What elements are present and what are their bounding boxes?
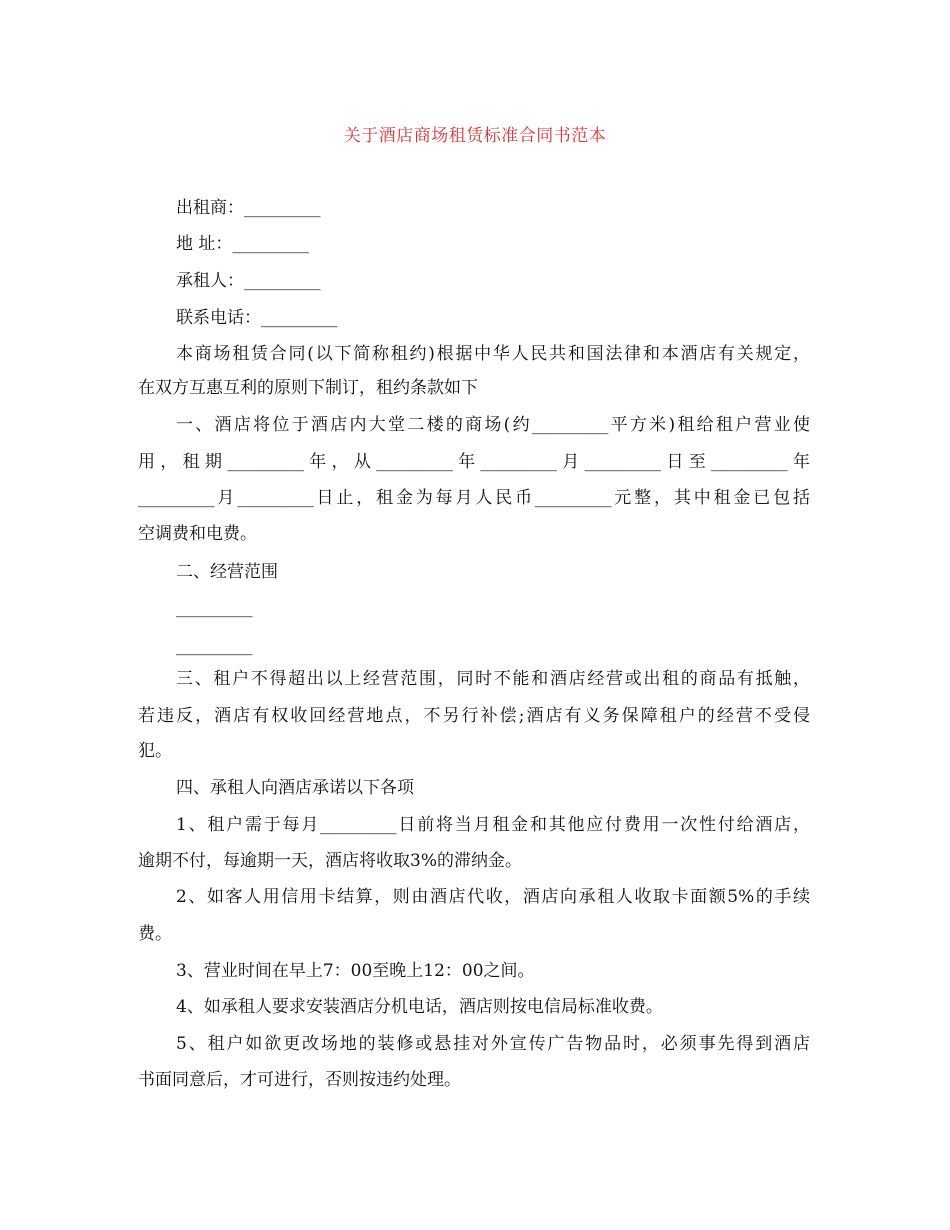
clause-1-line-4: 空调费和电费。 bbox=[138, 524, 257, 544]
lessee-field: 承租人：_________ bbox=[176, 271, 321, 291]
clause-3-line-1: 三、租户不得超出以上经营范围，同时不能和酒店经营或出租的商品有抵触， bbox=[176, 669, 810, 689]
business-scope-blank-1: _________ bbox=[176, 598, 253, 618]
lessor-field: 出租商：_________ bbox=[176, 198, 321, 218]
clause-1-line-3: _________月_________日止，租金为每月人民币_________元整，其中租金已包括 bbox=[138, 488, 810, 508]
item-4: 4、如承租人要求安装酒店分机电话，酒店则按电信局标准收费。 bbox=[176, 997, 663, 1017]
business-scope-blank-2: _________ bbox=[176, 636, 253, 656]
phone-field: 联系电话：_________ bbox=[176, 308, 338, 328]
item-3: 3、营业时间在早上7：00至晚上12：00之间。 bbox=[176, 961, 535, 981]
clause-2-heading: 二、经营范围 bbox=[176, 562, 278, 582]
clause-4-heading: 四、承租人向酒店承诺以下各项 bbox=[176, 778, 414, 798]
item-1-line-1: 1、租户需于每月_________日前将当月租金和其他应付费用一次性付给酒店， bbox=[176, 815, 810, 835]
document-title: 关于酒店商场租赁标准合同书范本 bbox=[343, 126, 607, 146]
item-1-line-2: 逾期不付，每逾期一天，酒店将收取3%的滞纳金。 bbox=[138, 851, 522, 871]
clause-3-line-3: 犯。 bbox=[138, 741, 172, 761]
preamble-line-2: 在双方互惠互利的原则下制订，租约条款如下 bbox=[138, 378, 478, 398]
item-2-line-1: 2、如客人用信用卡结算，则由酒店代收，酒店向承租人收取卡面额5%的手续 bbox=[176, 887, 810, 907]
preamble-line-1: 本商场租赁合同(以下简称租约)根据中华人民共和国法律和本酒店有关规定， bbox=[176, 344, 810, 364]
clause-3-line-2: 若违反，酒店有权收回经营地点，不另行补偿;酒店有义务保障租户的经营不受侵 bbox=[138, 706, 810, 726]
clause-1-line-2: 用，租期_________年，从_________年_________月_________日至_________年 bbox=[138, 452, 810, 472]
address-field: 地 址：_________ bbox=[176, 234, 309, 254]
item-5-line-2: 书面同意后，才可进行，否则按违约处理。 bbox=[138, 1070, 461, 1090]
clause-1-line-1: 一、酒店将位于酒店内大堂二楼的商场(约_________平方米)租给租户营业使 bbox=[176, 415, 810, 435]
item-5-line-1: 5、租户如欲更改场地的装修或悬挂对外宣传广告物品时，必须事先得到酒店 bbox=[176, 1034, 810, 1054]
item-2-line-2: 费。 bbox=[138, 924, 172, 944]
